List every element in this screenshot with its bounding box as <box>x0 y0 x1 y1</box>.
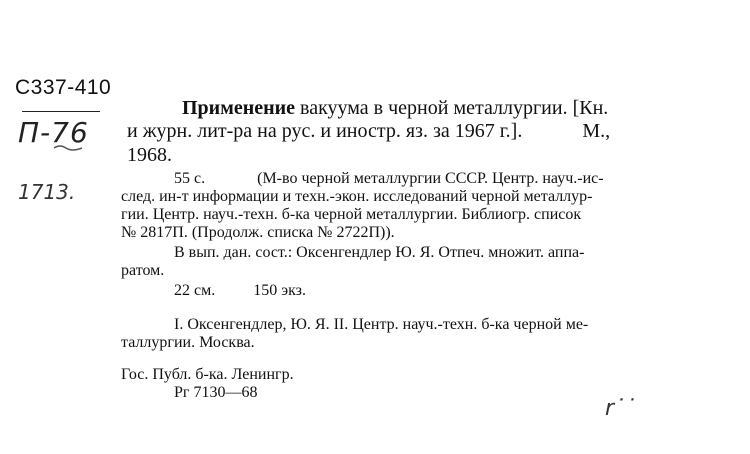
copies: 150 экз. <box>253 282 306 299</box>
tracing-line-1: I. Оксенгендлер, Ю. Я. II. Центр. науч.-техн. б-ка черной ме- <box>174 316 589 333</box>
title-bold: Применение <box>182 97 296 119</box>
title-line-2 <box>127 120 610 143</box>
publication-place: М., <box>582 120 611 142</box>
code-underline <box>22 111 100 112</box>
publisher-line-3: гии. Центр. науч.-техн. б-ка черной металлургии. Библиогр. список <box>121 206 582 223</box>
note-line-1: В вып. дан. сост.: Оксенгендлер Ю. Я. Отпеч. множит. аппа- <box>174 244 585 261</box>
handwritten-mark: П-76 <box>18 116 89 149</box>
library-line-1: Гос. Публ. б-ка. Ленингр. <box>121 366 294 383</box>
publication-year: 1968. <box>127 144 172 166</box>
ink-smudge <box>52 143 84 153</box>
publisher-line-4: № 2817П. (Продолж. списка № 2722П)). <box>121 224 395 241</box>
tracing-line-2: таллургии. Москва. <box>121 334 255 351</box>
size: 22 см. <box>174 282 216 299</box>
pages: 55 с. <box>174 170 206 187</box>
handwritten-scribble: r˙˙ <box>605 396 637 421</box>
pages-line <box>174 170 604 188</box>
note-line-2: ратом. <box>121 262 165 279</box>
publisher-line-2: след. ин-т информации и техн.-экон. исследований черной металлур- <box>121 188 593 205</box>
handwritten-number: 1713. <box>18 180 76 204</box>
library-line-2: Рг 7130—68 <box>174 384 258 401</box>
physical-description <box>174 282 306 300</box>
card-code: С337-410 <box>15 76 112 99</box>
title-line2-text: и журн. лит-ра на рус. и иностр. яз. за 1967 г.]. <box>127 120 523 142</box>
publisher-line-1: (М-во черной металлургии СССР. Центр. науч.-ис- <box>257 170 604 187</box>
title-line <box>182 97 608 120</box>
title-rest: вакуума в черной металлургии. <box>300 97 568 119</box>
title-bracket: [Кн. <box>572 97 609 119</box>
